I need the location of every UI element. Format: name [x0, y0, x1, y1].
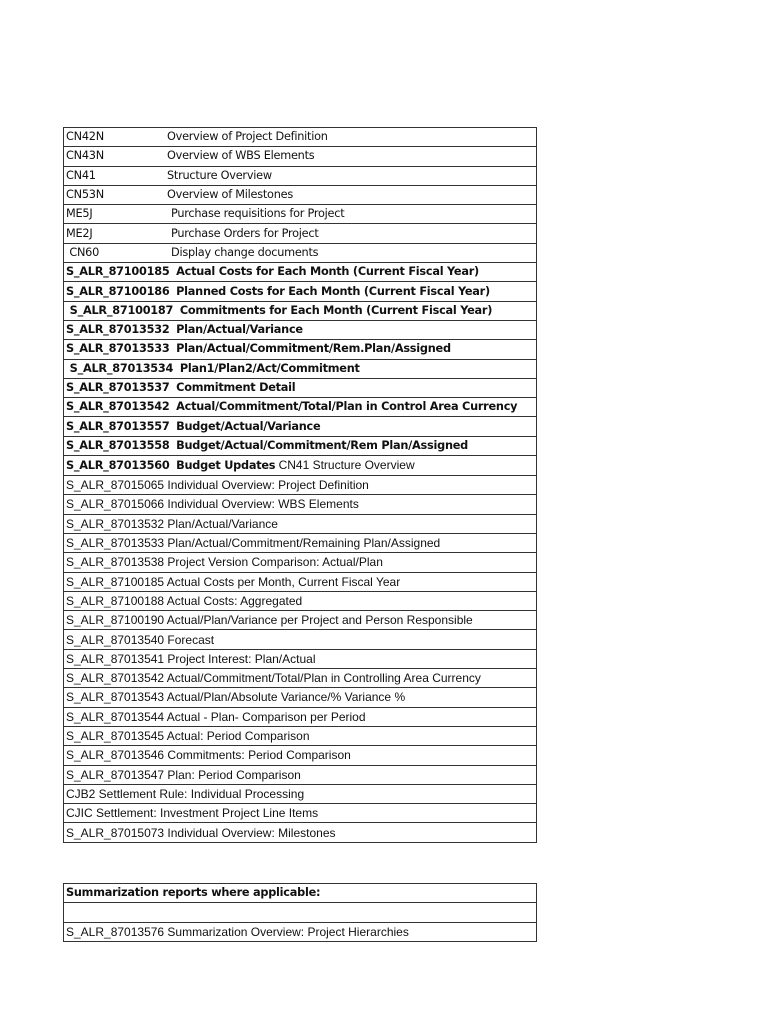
transaction-description: Budget/Actual/Commitment/Rem Plan/Assigned — [176, 438, 468, 452]
table-cell — [64, 128, 537, 147]
table-cell: S_ALR_87013533 Plan/Actual/Commitment/Remaining Plan/Assigned — [64, 533, 537, 552]
transaction-description: Plan/Actual/Commitment/Rem.Plan/Assigned — [176, 342, 451, 356]
transaction-description: Budget Updates — [176, 459, 276, 473]
table-cell — [64, 185, 537, 204]
table-cell — [64, 436, 537, 455]
table-cell — [64, 398, 537, 417]
transaction-code: S_ALR_87100187 — [66, 303, 174, 317]
table-cell: S_ALR_87013547 Plan: Period Comparison — [64, 765, 537, 784]
table-row — [64, 398, 537, 417]
transaction-description: Overview of Project Definition — [167, 130, 328, 144]
transaction-description: Planned Costs for Each Month (Current Fiscal Year) — [176, 284, 490, 298]
transaction-code: S_ALR_87013558 — [66, 438, 170, 452]
table-cell: S_ALR_87015073 Individual Overview: Milestones — [64, 823, 537, 842]
transaction-description: Display change documents — [171, 245, 319, 259]
transaction-description: Overview of WBS Elements — [167, 149, 315, 163]
table-row — [64, 147, 537, 166]
table-cell — [64, 456, 537, 476]
transaction-code: S_ALR_87013533 — [66, 342, 170, 356]
table-cell: S_ALR_87015065 Individual Overview: Project Definition — [64, 476, 537, 495]
table-row-blank — [64, 903, 537, 922]
table-row — [64, 726, 537, 745]
table-cell: S_ALR_87100190 Actual/Plan/Variance per Project and Person Responsible — [64, 611, 537, 630]
transaction-code: S_ALR_87013534 — [66, 361, 174, 375]
table-row — [64, 378, 537, 397]
table-row — [64, 591, 537, 610]
transaction-description: Budget/Actual/Variance — [176, 419, 321, 433]
table-row — [64, 301, 537, 320]
transaction-code: S_ALR_87013542 — [66, 400, 170, 414]
table-row — [64, 359, 537, 378]
table-cell: S_ALR_87015066 Individual Overview: WBS Elements — [64, 495, 537, 514]
table-row — [64, 669, 537, 688]
table-cell — [64, 166, 537, 185]
table-row — [64, 282, 537, 301]
transaction-code: S_ALR_87100186 — [66, 284, 170, 298]
table-row — [64, 495, 537, 514]
table-row — [64, 804, 537, 823]
transaction-description-tail: CN41 Structure Overview — [275, 458, 415, 473]
table-row — [64, 436, 537, 455]
blank-cell — [64, 903, 537, 922]
table-cell — [64, 301, 537, 320]
table-cell — [64, 263, 537, 282]
table-heading-row — [64, 884, 537, 903]
transaction-code: S_ALR_87100185 — [66, 265, 170, 279]
table-row — [64, 765, 537, 784]
transaction-code: CN41 — [66, 168, 96, 182]
table-cell — [64, 340, 537, 359]
table-row — [64, 688, 537, 707]
table-cell — [64, 243, 537, 262]
table-cell: S_ALR_87100188 Actual Costs: Aggregated — [64, 591, 537, 610]
table-cell: S_ALR_87013544 Actual - Plan- Comparison per Period — [64, 707, 537, 726]
table-cell: CJIC Settlement: Investment Project Line Items — [64, 804, 537, 823]
table-cell: S_ALR_87013540 Forecast — [64, 630, 537, 649]
table-row — [64, 320, 537, 339]
table-cell: S_ALR_87013538 Project Version Comparison: Actual/Plan — [64, 553, 537, 572]
transaction-description: Actual/Commitment/Total/Plan in Control Area Currency — [176, 400, 518, 414]
table-cell: S_ALR_87013542 Actual/Commitment/Total/Plan in Controlling Area Currency — [64, 669, 537, 688]
table-cell — [64, 205, 537, 224]
table-row — [64, 553, 537, 572]
transaction-code: ME2J — [66, 226, 93, 240]
table-row — [64, 263, 537, 282]
summarization-reports-table — [63, 883, 537, 942]
transaction-code: CN42N — [66, 130, 104, 144]
transaction-description: Purchase Orders for Project — [171, 226, 319, 240]
table-row — [64, 533, 537, 552]
table-row — [64, 128, 537, 147]
table-row — [64, 166, 537, 185]
table-row — [64, 649, 537, 668]
table-row — [64, 572, 537, 591]
table-row — [64, 823, 537, 842]
transaction-codes-table-body — [64, 128, 537, 843]
transaction-description: Plan1/Plan2/Act/Commitment — [179, 361, 360, 375]
table-cell: S_ALR_87013541 Project Interest: Plan/Actual — [64, 649, 537, 668]
table-row — [64, 340, 537, 359]
table-row — [64, 922, 537, 941]
table-cell: S_ALR_87013543 Actual/Plan/Absolute Variance/% Variance % — [64, 688, 537, 707]
table-cell — [64, 359, 537, 378]
transaction-code: CN53N — [66, 188, 104, 202]
table-row — [64, 456, 537, 476]
table-cell: S_ALR_87013546 Commitments: Period Comparison — [64, 746, 537, 765]
table-row — [64, 243, 537, 262]
table-row — [64, 611, 537, 630]
transaction-description: Structure Overview — [167, 168, 272, 182]
table-cell: S_ALR_87013545 Actual: Period Comparison — [64, 726, 537, 745]
transaction-code: S_ALR_87013537 — [66, 381, 170, 394]
table-cell: CJB2 Settlement Rule: Individual Processing — [64, 784, 537, 803]
transaction-code: ME5J — [66, 207, 93, 221]
transaction-code: S_ALR_87013532 — [66, 323, 170, 337]
table-row — [64, 417, 537, 436]
transaction-code: CN43N — [66, 149, 104, 163]
transaction-description: Commitments for Each Month (Current Fiscal Year) — [179, 303, 493, 317]
table-row — [64, 784, 537, 803]
table-cell — [64, 320, 537, 339]
transaction-description: Actual Costs for Each Month (Current Fiscal Year) — [176, 265, 479, 279]
transaction-code: S_ALR_87013560 — [66, 459, 170, 473]
table-cell — [64, 224, 537, 243]
summarization-reports-table-body — [64, 884, 537, 942]
table-row — [64, 746, 537, 765]
table-row — [64, 630, 537, 649]
table-cell — [64, 282, 537, 301]
table-row — [64, 224, 537, 243]
table-row — [64, 205, 537, 224]
table-row — [64, 476, 537, 495]
table-row — [64, 185, 537, 204]
table-cell — [64, 147, 537, 166]
summarization-heading: Summarization reports where applicable: — [64, 884, 537, 903]
table-row — [64, 707, 537, 726]
transaction-code: S_ALR_87013557 — [66, 419, 170, 433]
table-row — [64, 514, 537, 533]
transaction-description: Purchase requisitions for Project — [171, 207, 345, 221]
table-cell: S_ALR_87013576 Summarization Overview: Project Hierarchies — [64, 922, 537, 941]
table-cell — [64, 378, 537, 397]
transaction-code: CN60 — [66, 245, 100, 259]
transaction-description: Plan/Actual/Variance — [176, 323, 303, 337]
table-cell: S_ALR_87100185 Actual Costs per Month, Current Fiscal Year — [64, 572, 537, 591]
transaction-codes-table — [63, 127, 537, 843]
table-cell — [64, 417, 537, 436]
transaction-description: Commitment Detail — [176, 381, 296, 394]
table-cell: S_ALR_87013532 Plan/Actual/Variance — [64, 514, 537, 533]
transaction-description: Overview of Milestones — [167, 188, 293, 202]
